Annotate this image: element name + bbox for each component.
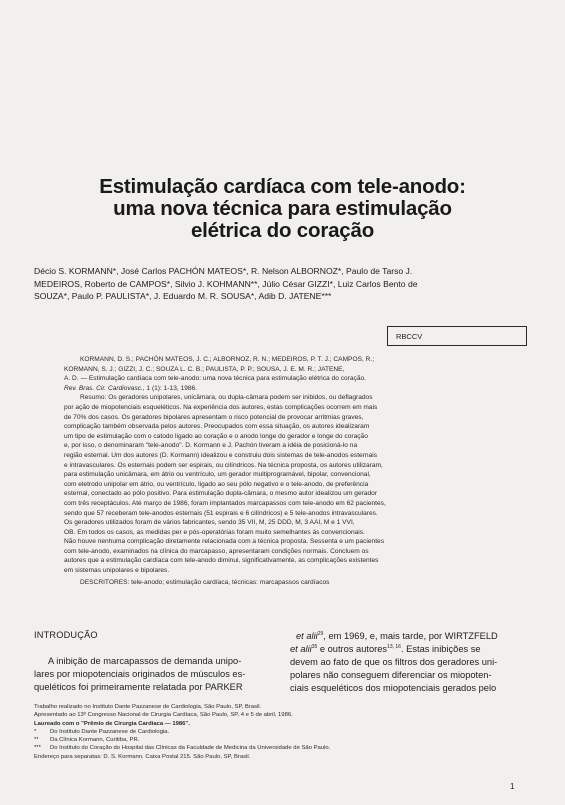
footnote (34, 720, 514, 728)
body-line (290, 630, 534, 643)
section-heading: INTRODUÇÃO (34, 630, 98, 640)
author-line-2: MEDEIROS, Roberto de CAMPOS*, Silvio J. KOHMANN**, Júlio César GIZZI*, Luiz Carlos Bento de (34, 278, 418, 289)
footnote-text: Da Clínica Kormann, Curitiba, PR. (50, 737, 140, 744)
abstract-text-1: Os geradores unipolares, unicâmara, ou dupla-câmara podem ser inibidos, ou deflagrados (106, 394, 373, 402)
footnote-mark: *** (34, 745, 41, 752)
author-line-3: SOUZA*, Paulo P. PAULISTA*, J. Eduardo M. R. SOUSA*, Adib D. JATENE*** (34, 291, 332, 302)
footnote-text: Do Instituto do Coração do Hospital das Clínicas da Faculdade de Medicina da Universidade de São Paulo. (50, 745, 331, 752)
abstract-line: sendo que 57 receberam tele-anodos esternais (51 espirais e 6 cilíndricos) e 5 tele-anodos intravasculares. (64, 509, 378, 517)
abstract-line: e, por isso, o denominaram "tele-anodo". D. Kormann e J. Pachón tiveram a idéia de posicioná-lo na (64, 442, 358, 450)
body-text: , em 1969, e, mais tarde, por WIRTZFELD (323, 631, 498, 641)
footnote: Apresentado ao 13º Congresso Nacional de Cirurgia Cardíaca, São Paulo, SP, 4 e 5 de abril, 1986. (34, 712, 293, 719)
abstract-line: Os geradores utilizados foram de vários fabricantes, sendo 35 VII, M, 25 DDD, M, 3 AAI, M e 1 VVI, (64, 519, 355, 527)
body-line: polares não conseguem diferenciar os miopoten- (290, 670, 492, 680)
ref-superscript: 35 (311, 643, 318, 650)
et-alii: et alii (290, 644, 312, 654)
abstract-line: região esternal. Um dos autores (D. Kormann) idealizou e construiu dois sistemas de tele-anodos esternais (64, 451, 377, 459)
citation-line-1: KORMANN, D. S.; PACHÓN MATEOS, J. C.; ALBORNOZ, R. N.; MEDEIROS, P. T. J.; CAMPOS, R.; (80, 356, 375, 363)
citation-line-3: A. D. — Estimulação cardíaca com tele-anodo: uma nova técnica para estimulação elétrica do coração. (64, 375, 366, 383)
body-line: devem ao fato de que os filtros dos geradores uni- (290, 657, 498, 667)
ref-superscript: 29 (317, 630, 324, 637)
body-text: e outros autores (317, 644, 388, 654)
footnote-text: Do Instituto Dante Pazzanese de Cardiologia. (50, 728, 170, 735)
right-column (290, 630, 534, 695)
page-number: 1 (510, 782, 515, 791)
title-line-1: Estimulação cardíaca com tele-anodo: (99, 175, 466, 198)
title-line-3: elétrica do coração (190, 219, 375, 242)
abstract-line: em sistemas unipolares e bipolares. (64, 567, 170, 575)
abstract-line: de 70% dos casos. Os geradores bipolares apresentam o risco potencial de provocar arritmias graves, (64, 413, 364, 421)
abstract-line: por ação de miopotenciais esqueléticos. Na experiência dos autores, estas complicações ocorrem em mais (64, 403, 378, 411)
footnote (34, 736, 514, 744)
abstract-line-1 (64, 393, 509, 403)
footnote-mark: * (34, 728, 37, 735)
abstract-line: para estimulação unicâmara, em átrio ou ventrículo, um gerador multiprogramável, bipolar, convencional, (64, 471, 371, 479)
body-text: . Estas inibições se (400, 644, 481, 654)
abstract-line: autores que a estimulação cardíaca com tele-anodo diminui, significativamente, as complicações existentes (64, 557, 379, 565)
body-line: A inibição de marcapassos de demanda unipo- (48, 656, 242, 666)
et-alii: et alii (296, 631, 318, 641)
body-line: ciais esqueléticos dos miopotenciais gerados pelo (290, 683, 497, 693)
journal-volume: 1 (1): 1-13, 1986. (144, 384, 198, 392)
footnote: Trabalho realizado no Instituto Dante Pazzanese de Cardiologia, São Paulo, SP, Brasil. (34, 704, 262, 710)
abstract-line: e intravasculares. Os esternais podem ser espirais, ou cilíndricos. Na técnica proposta, os autores utilizaram, (64, 461, 383, 469)
footnotes (34, 703, 514, 761)
footnote: Endereço para separatas: D. S. Kormann. Caixa Postal 215. São Paulo, SP, Brasil. (34, 753, 251, 760)
citation-ref (64, 384, 509, 394)
body-line (290, 643, 534, 656)
footnote-mark: ** (34, 737, 39, 744)
abstract-line: com eletrodo unipolar em átrio, ou ventrículo, ligado ao seu pólo negativo e o tele-anodo, de preferência (64, 480, 369, 488)
body-line: lares por miopotenciais originados de músculos es- (34, 669, 246, 679)
descriptors: DESCRITORES: tele-anodo; estimulação cardíaca, técnicas: marcapassos cardíacos (80, 578, 330, 586)
abstract-line: esternal, conectado ao pólo positivo. Para estimulação dupla-câmara, o mesmo autor idealizou um gerador (64, 490, 378, 498)
journal-name: Rev. Bras. Cir. Cardiovasc., (64, 384, 145, 392)
footnote (34, 728, 514, 736)
author-list (34, 265, 534, 303)
title-line-2: uma nova técnica para estimulação (113, 197, 452, 220)
abstract-line: um tipo de estimulação com o catodo ligado ao coração e o anodo longe do gerador e longe do coração (64, 432, 368, 440)
ref-superscript: 13, 16 (387, 643, 401, 650)
journal-box: RBCCV (387, 326, 527, 346)
abstract-line: OB. Em todos os casos, as medidas per e pós-operatórias foram muito semelhantes às convencionais. (64, 528, 365, 536)
abstract-line: com tele-anodo, examinados na clínica do marcapasso, apresentaram condições normais. Concluem os (64, 547, 369, 555)
citation-line-2: KORMANN, S. J.; GIZZI, J. C.; SOUZA L. C. B.; PAULISTA, P. P.; SOUSA, J. E. M. R.; JATENE, (64, 365, 345, 373)
abstract (64, 355, 509, 587)
award-note: Laureado com o "Prêmio de Cirurgia Cardíaca — 1986". (34, 720, 190, 727)
abstract-line: com três receptáculos. Até março de 1986, foram implantados marcapassos com tele-anodo em 62 pacientes, (64, 499, 386, 507)
body-line: queléticos foi primeiramente relatada por PARKER (34, 682, 243, 692)
author-line-1: Décio S. KORMANN*, José Carlos PACHÓN MATEOS*, R. Nelson ALBORNOZ*, Paulo de Tarso J. (34, 266, 413, 276)
left-column (34, 655, 270, 694)
article-title (0, 176, 565, 242)
abstract-line: Não houve nenhuma complicação diretamente relacionada com a técnica proposta. Sessenta e um pacientes (64, 538, 384, 546)
resumo-label: Resumo: (80, 394, 107, 402)
footnote (34, 744, 514, 752)
abstract-line: complicação também observada pelos autores. Preocupados com essa situação, os autores idealizaram (64, 423, 370, 431)
